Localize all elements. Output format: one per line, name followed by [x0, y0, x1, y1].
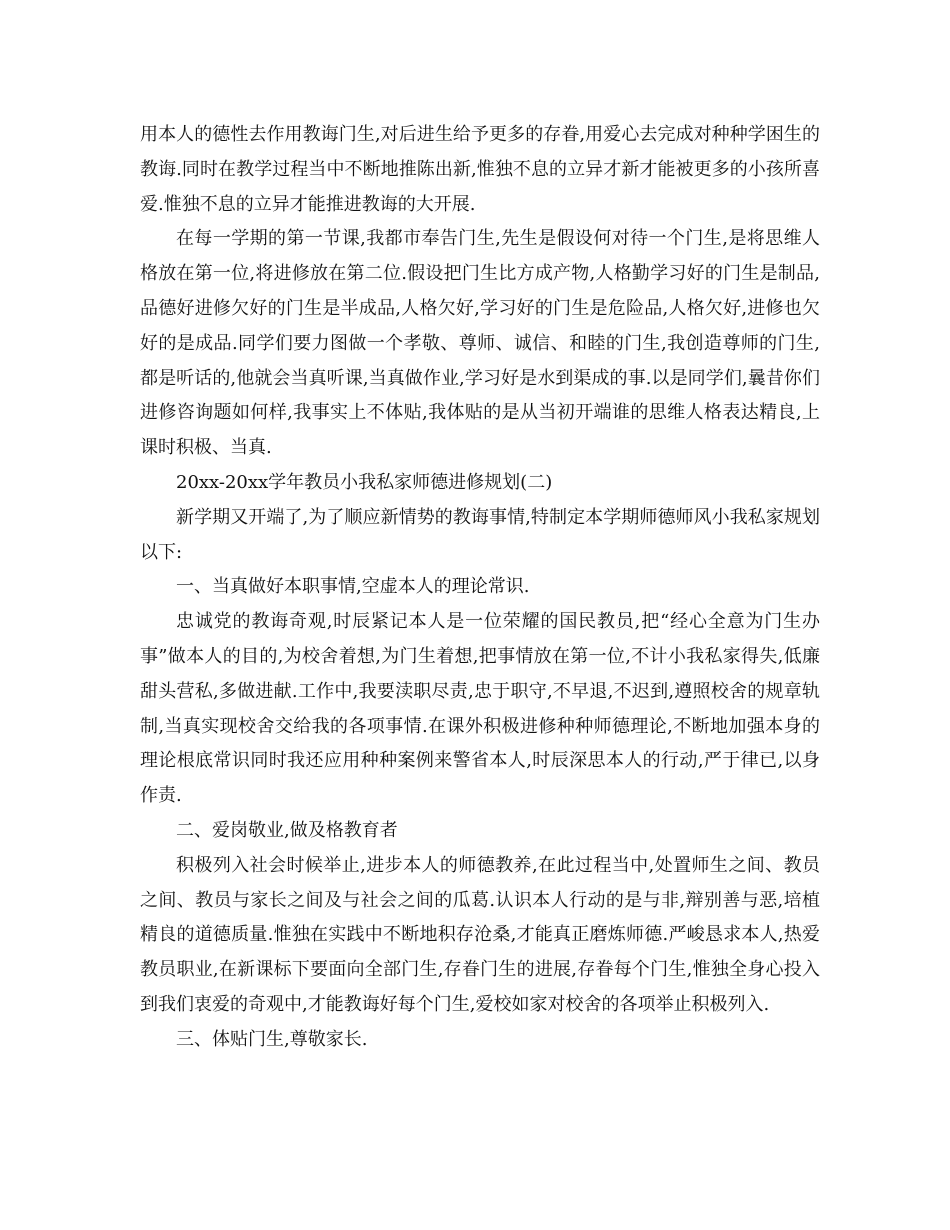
paragraph-social-practice: 积极列入社会时候举止,进步本人的师德教养,在此过程当中,处置师生之间、教员之间、教员与家长之间及与社会之间的瓜葛.认识本人行动的是与非,辩别善与恶,培植精良的道德质量.惟独在实践中不断地积存沧桑,才能真正磨炼师德.严峻恳求本人,热爱教员职业,在新课标下要面向全部门生,存眷门生的进展,存眷每个门生,惟独全身心投入到我们衷爱的奇观中,才能教诲好每个门生,爱校如家对校舍的各项举止积极列入. [140, 854, 820, 1015]
paragraph-new-semester: 新学期又开端了,为了顺应新情势的教诲事情,特制定本学期师德师风小我私家规划以下: [140, 506, 820, 563]
heading-three: 三、体贴门生,尊敬家长. [176, 1028, 368, 1050]
paragraph-loyalty: 忠诚党的教诲奇观,时辰紧记本人是一位荣耀的国民教员,把“经心全意为门生办事”做本人的目的,为校舍着想,为门生着想,把事情放在第一位,不计小我私家得失,低廉甜头营私,多做进献.工作中,我要渎职尽责,忠于职守,不早退,不迟到,遵照校舍的规章轨制,当真实现校舍交给我的各项事情.在课外积极进修种种师德理论,不断地加强本身的理论根底常识同时我还应用种种案例来警省本人,时辰深思本人的行动,严于律已,以身作责. [140, 611, 820, 807]
document-page [140, 118, 820, 1058]
heading-one: 一、当真做好本职事情,空虚本人的理论常识. [176, 576, 530, 598]
section-title-plan-two: 20xx-20xx学年教员小我私家师德进修规划(二) [176, 471, 553, 493]
paragraph-continuation: 用本人的德性去作用教诲门生,对后进生给予更多的存眷,用爱心去完成对种种学困生的教诲.同时在教学过程当中不断地推陈出新,惟独不息的立异才新才能被更多的小孩所喜爱.惟独不息的立异才能推进教诲的大开展. [140, 124, 820, 215]
heading-two: 二、爱岗敬业,做及格教育者 [176, 819, 398, 841]
paragraph-first-lesson: 在每一学期的第一节课,我都市奉告门生,先生是假设何对待一个门生,是将思维人格放在第一位,将进修放在第二位.假设把门生比方成产物,人格勤学习好的门生是制品,品德好进修欠好的门生是半成品,人格欠好,学习好的门生是危险品,人格欠好,进修也欠好的是成品.同学们要力图做一个孝敬、尊师、诚信、和睦的门生,我创造尊师的门生,都是听话的,他就会当真听课,当真做作业,学习好是水到渠成的事.以是同学们,曩昔你们进修咨询题如何样,我事实上不体贴,我体贴的是从当初开端谁的思维人格表达精良,上课时积极、当真. [140, 228, 820, 459]
